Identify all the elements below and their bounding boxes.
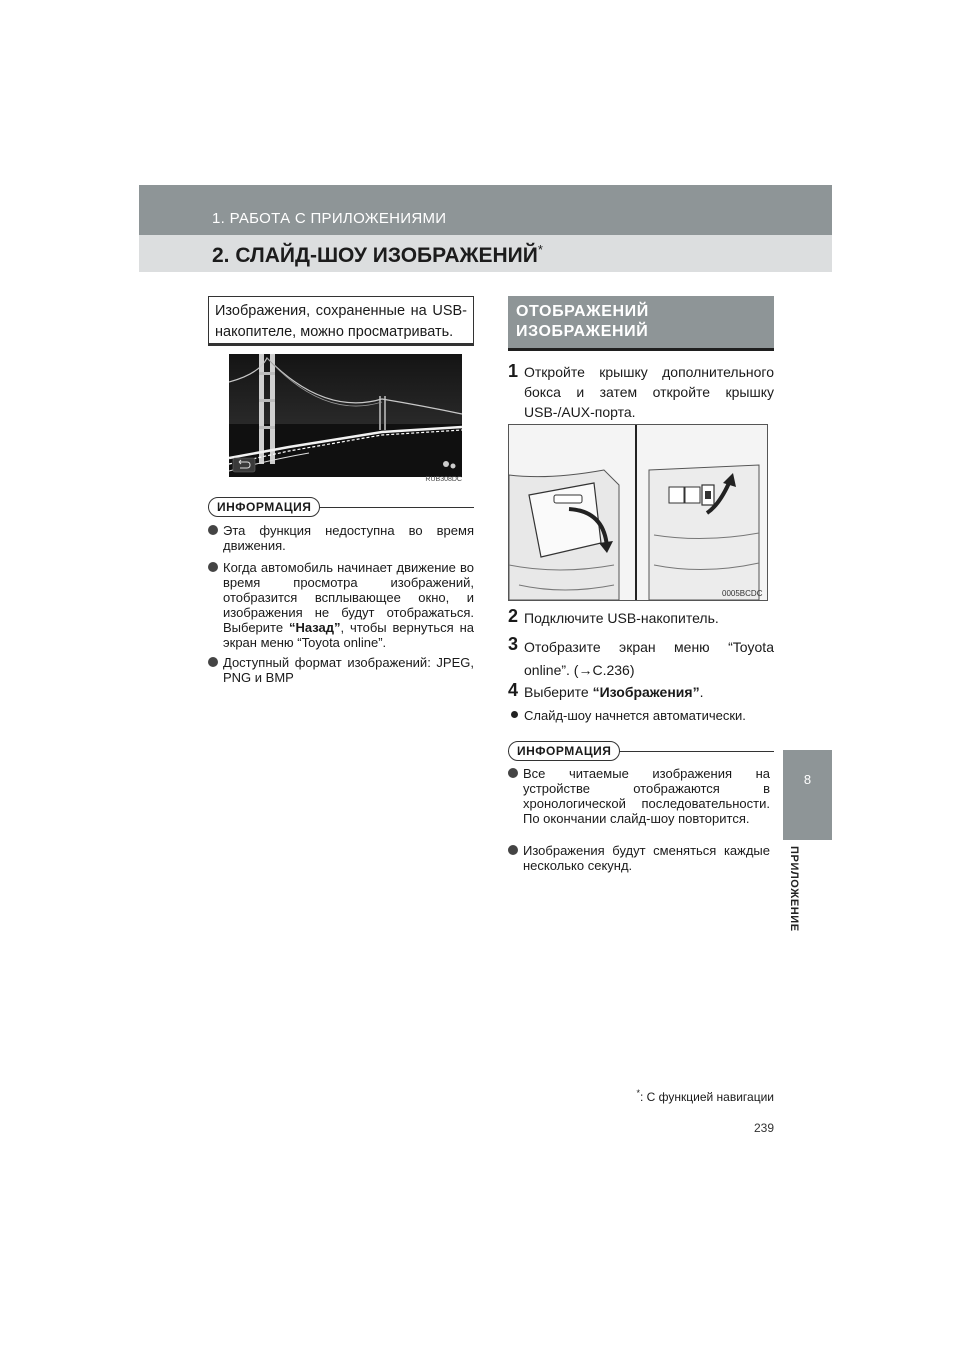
chapter-number: 8 [803,772,812,787]
bullet-icon [508,845,518,855]
footnote [600,1088,774,1104]
step-text: Откройте крышку дополнительного бокса и затем откройте крышку USB-/AUX-порта. [524,364,774,420]
info-item [508,843,770,877]
info-item-text: Все читаемые изображения на устройстве отображаются в хронологической последовательности. По окончании слайд-шоу повторится. [523,766,770,826]
page-title [212,242,543,268]
intro-text-box: Изображения, сохраненные на USB-накопителе, можно просматривать. [208,296,474,346]
info-text-part: Когда автомобиль начинает движение во время просмотра изображений, отобразится всплывающее окно, и изображения не будут отображаться. Выберите [223,560,474,635]
footnote-mark: * [537,242,543,257]
step-text [524,682,774,702]
info-item-text: Доступный формат изображений: JPEG, PNG и BMP [223,655,474,685]
step-2 [508,606,774,628]
chapter-tab [783,750,832,840]
bullet-icon [208,525,218,535]
photo-code: 0005BCDC [722,589,763,598]
bullet-icon [208,562,218,572]
step-number: 3 [508,634,519,654]
usb-port-illustration [509,425,767,600]
info-item [208,523,474,557]
step-4 [508,680,774,702]
section-label: 1. РАБОТА С ПРИЛОЖЕНИЯМИ [212,210,447,227]
bullet-icon [508,768,518,778]
slideshow-screen-image [229,354,462,477]
step-text: Подключите USB-накопитель. [524,610,719,626]
info-badge: ИНФОРМАЦИЯ [208,497,320,517]
step-text-part: Выберите [524,684,593,700]
info-text-part: , чтобы вернуться на экран меню “Toyota online”. [223,620,474,650]
subsection-title-line: ИЗОБРАЖЕНИЙ [516,323,649,340]
result-note-text: Слайд-шоу начнется автоматически. [524,708,746,723]
step-text: Отобразите экран меню “Toyota online”. (→C.236) [524,639,774,678]
page-title-text: 2. СЛАЙД-ШОУ ИЗОБРАЖЕНИЙ [212,244,538,267]
info-item-text: Эта функция недоступна во время движения. [223,523,474,553]
footnote-mark: * [636,1088,640,1098]
images-button-label: “Изображения” [592,684,700,700]
info-item-text [223,560,474,650]
image-code: RUB308DC [425,476,462,483]
footnote-text: : С функцией навигации [639,1090,774,1104]
page-number: 239 [753,1121,774,1135]
subsection-title-line: ОТОБРАЖЕНИЙ [516,303,649,320]
info-badge: ИНФОРМАЦИЯ [508,741,620,761]
step-3 [508,634,774,678]
bullet-icon [511,711,518,718]
info-item [508,766,770,838]
bullet-icon [208,657,218,667]
back-button-label: “Назад” [288,620,341,635]
info-item-text: Изображения будут сменяться каждые несколько секунд. [523,843,770,873]
chapter-label-text: ПРИЛОЖЕНИЕ [788,846,800,932]
info-item [208,560,474,660]
step-number: 1 [508,361,519,381]
result-note [508,708,774,726]
bridge-photo [229,354,462,477]
step-text-part: . [699,684,704,700]
subsection-title [516,302,766,342]
info-item [208,655,474,689]
chapter-label [788,846,810,946]
step-number: 4 [508,680,519,700]
step-1 [508,361,774,423]
step-number: 2 [508,606,519,626]
console-photo [508,424,768,601]
